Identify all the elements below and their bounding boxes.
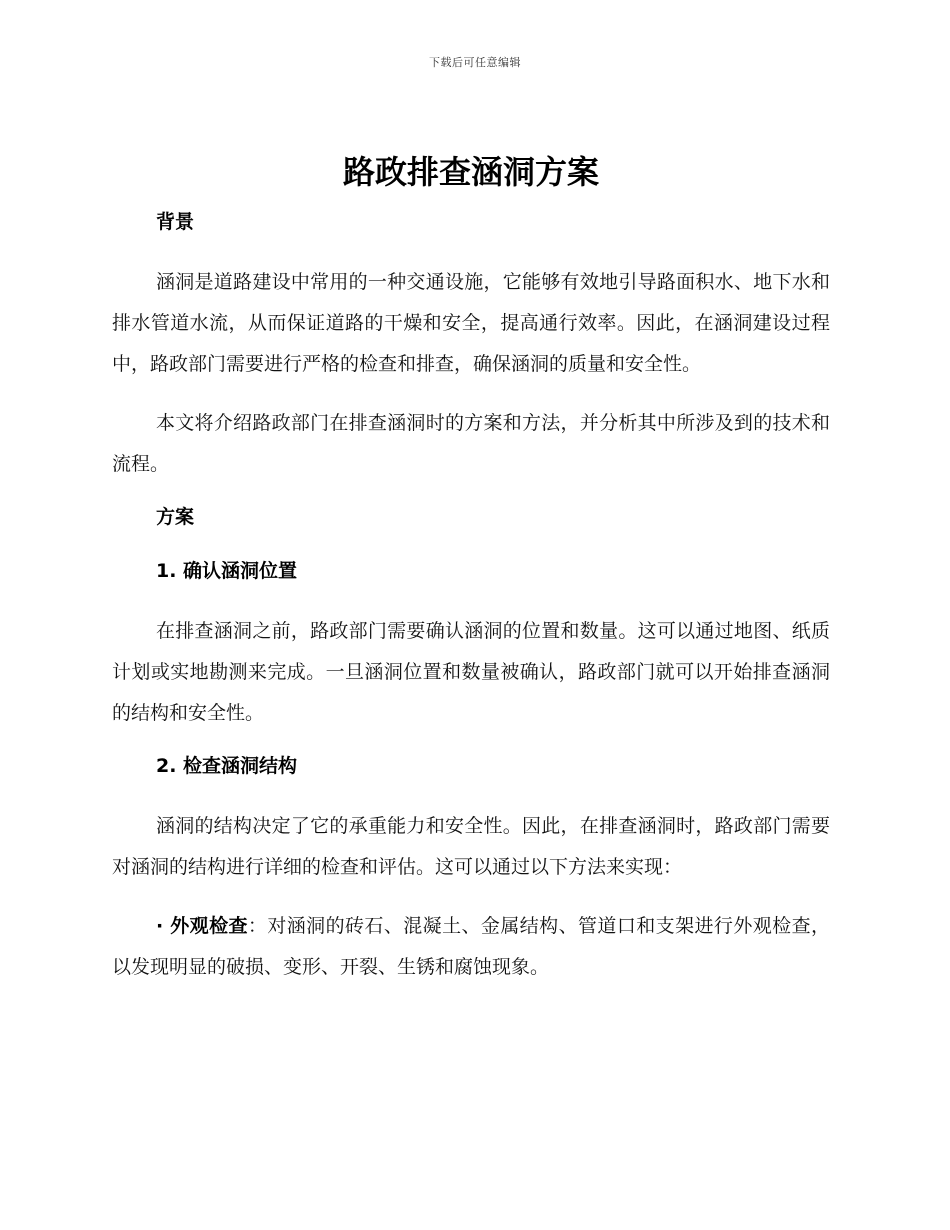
bullet-label: · 外观检查 xyxy=(156,915,248,937)
bullet-text: ：对涵洞的砖石、混凝土、金属结构、管道口和支架进行外观检查，以发现明显的破损、变形、开裂、生锈和腐蚀现象。 xyxy=(112,915,830,978)
heading-step-1: 1. 确认涵洞位置 xyxy=(156,560,298,582)
paragraph-step-2: 涵洞的结构决定了它的承重能力和安全性。因此，在排查涵洞时，路政部门需要对涵洞的结构进行详细的检查和评估。这可以通过以下方法来实现： xyxy=(112,815,830,878)
document-title: 路政排查涵洞方案 xyxy=(342,153,599,191)
heading-step-2: 2. 检查涵洞结构 xyxy=(156,755,298,777)
paragraph-background-2: 本文将介绍路政部门在排查涵洞时的方案和方法，并分析其中所涉及到的技术和流程。 xyxy=(112,412,830,475)
paragraph-step-1: 在排查涵洞之前，路政部门需要确认涵洞的位置和数量。这可以通过地图、纸质计划或实地勘测来完成。一旦涵洞位置和数量被确认，路政部门就可以开始排查涵洞的结构和安全性。 xyxy=(112,620,830,724)
heading-plan: 方案 xyxy=(156,506,195,528)
document-body xyxy=(112,150,830,1006)
bullet-visual-inspection xyxy=(112,906,830,988)
heading-background: 背景 xyxy=(156,211,195,233)
header-note: 下载后可任意编辑 xyxy=(429,56,521,69)
paragraph-background-1: 涵洞是道路建设中常用的一种交通设施，它能够有效地引导路面积水、地下水和排水管道水流，从而保证道路的干燥和安全，提高通行效率。因此，在涵洞建设过程中，路政部门需要进行严格的检查和排查，确保涵洞的质量和安全性。 xyxy=(112,271,830,375)
